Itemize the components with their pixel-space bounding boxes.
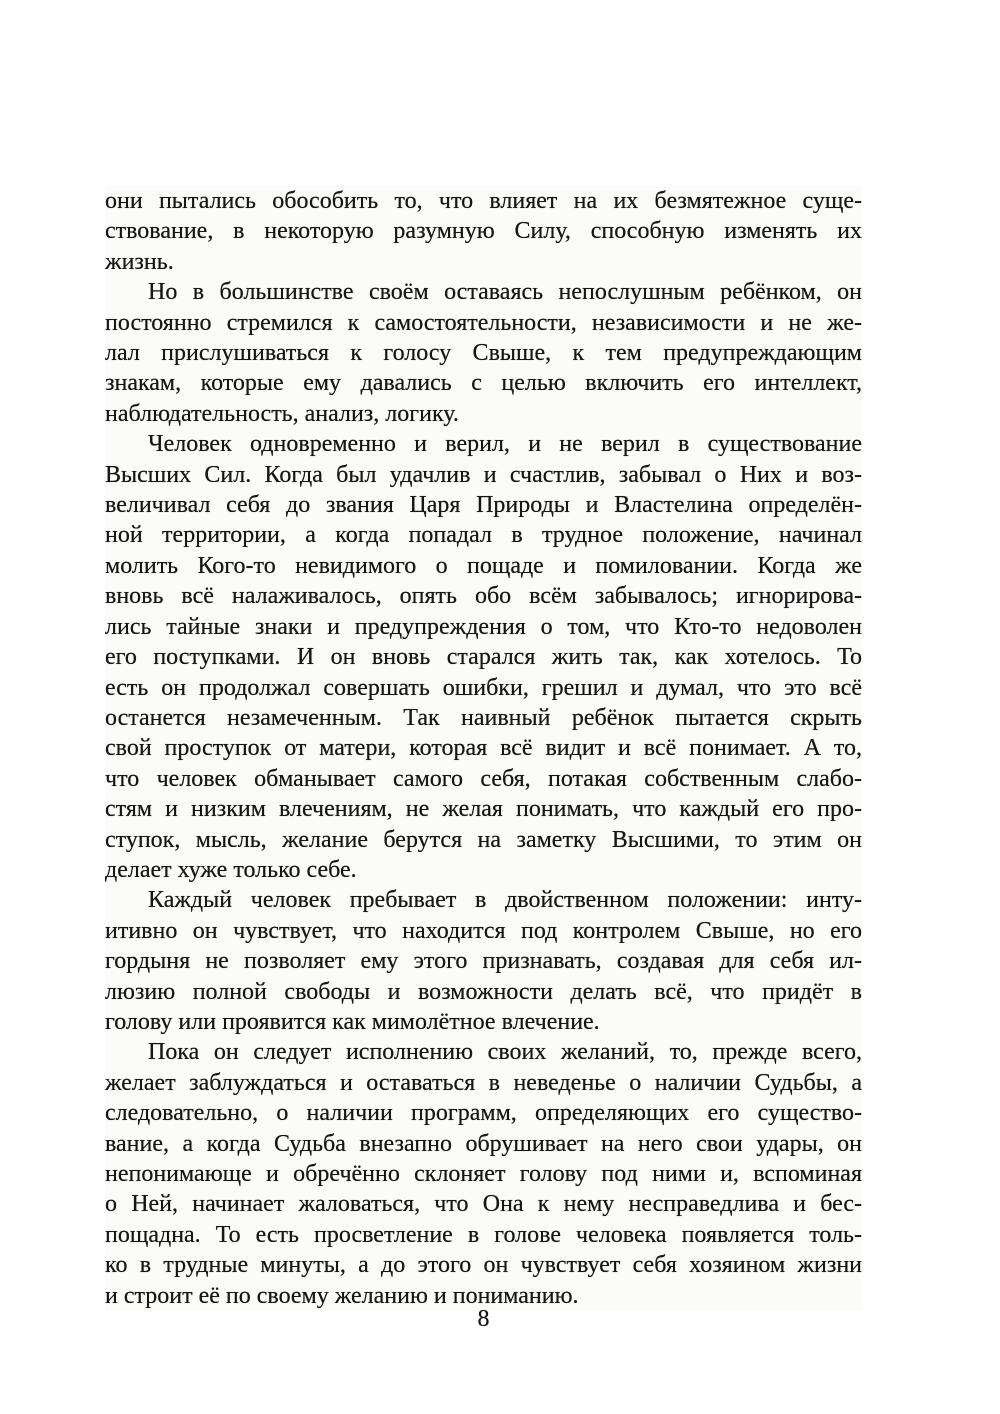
text-line: ной территории, а когда попадал в трудное положение, начинал [105,520,862,550]
text-line: следовательно, о наличии программ, определяющих его существо- [105,1098,862,1128]
text-line: свой проступок от матери, которая всё видит и всё понимает. А то, [105,733,862,763]
text-line: Каждый человек пребывает в двойственном положении: инту- [105,885,862,915]
text-line: пощадна. То есть просветление в голове человека появляется толь- [105,1220,862,1250]
text-line: Человек одновременно и верил, и не верил в существование [105,429,862,459]
paragraph [105,885,862,1037]
text-line: постоянно стремился к самостоятельности, независимости и не же- [105,308,862,338]
text-line: есть он продолжал совершать ошибки, грешил и думал, что это всё [105,673,862,703]
text-line: лись тайные знаки и предупреждения о том, что Кто-то недоволен [105,612,862,642]
text-line: люзию полной свободы и возможности делать всё, что придёт в [105,977,862,1007]
text-line: ступок, мысль, желание берутся на заметку Высшими, то этим он [105,825,862,855]
text-line: Пока он следует исполнению своих желаний, то, прежде всего, [105,1037,862,1067]
text-line: вновь всё налаживалось, опять обо всём забывалось; игнорирова- [105,581,862,611]
text-line: величивал себя до звания Царя Природы и Властелина определён- [105,490,862,520]
text-line: голову или проявится как мимолётное влечение. [105,1007,862,1037]
paragraph [105,1037,862,1311]
text-line: непонимающе и обречённо склоняет голову под ними и, вспоминая [105,1159,862,1189]
text-line: его поступками. И он вновь старался жить так, как хотелось. То [105,642,862,672]
text-line: итивно он чувствует, что находится под контролем Свыше, но его [105,916,862,946]
text-line: лал прислушиваться к голосу Свыше, к тем предупреждающим [105,338,862,368]
text-line: что человек обманывает самого себя, потакая собственным слабо- [105,764,862,794]
text-line: желает заблуждаться и оставаться в неведенье о наличии Судьбы, а [105,1068,862,1098]
text-line: гордыня не позволяет ему этого признавать, создавая для себя ил- [105,946,862,976]
text-line: ко в трудные минуты, а до этого он чувствует себя хозяином жизни [105,1250,862,1280]
text-line: Высших Сил. Когда был удачлив и счастлив, забывал о Них и воз- [105,460,862,490]
text-line: вание, а когда Судьба внезапно обрушивает на него свои удары, он [105,1129,862,1159]
text-line: жизнь. [105,247,862,277]
text-line: знакам, которые ему давались с целью включить его интеллект, [105,368,862,398]
paragraph [105,186,862,277]
text-line: молить Кого-то невидимого о пощаде и помиловании. Когда же [105,551,862,581]
paragraph [105,429,862,885]
text-block [105,186,862,1311]
text-line: они пытались обособить то, что влияет на их безмятежное суще- [105,186,862,216]
text-line: и строит её по своему желанию и пониманию. [105,1281,862,1311]
text-line: наблюдательность, анализ, логику. [105,399,862,429]
text-line: о Ней, начинает жаловаться, что Она к нему несправедлива и бес- [105,1189,862,1219]
text-line: стям и низким влечениям, не желая понимать, что каждый его про- [105,794,862,824]
page-number: 8 [477,1306,490,1332]
paragraph [105,277,862,429]
text-line: делает хуже только себе. [105,855,862,885]
text-line: Но в большинстве своём оставаясь непослушным ребёнком, он [105,277,862,307]
text-line: ствование, в некоторую разумную Силу, способную изменять их [105,216,862,246]
text-line: останется незамеченным. Так наивный ребёнок пытается скрыть [105,703,862,733]
